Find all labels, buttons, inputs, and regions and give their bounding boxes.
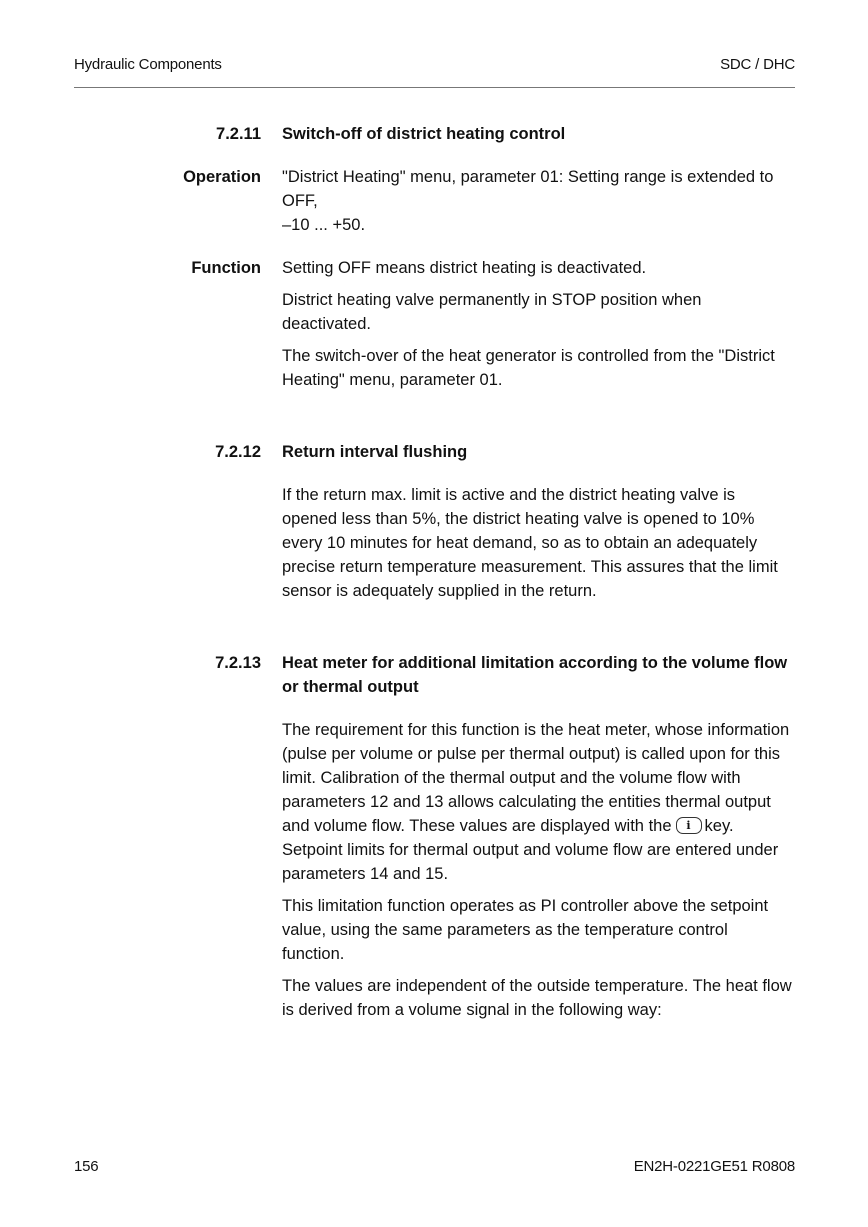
paragraph-with-key	[282, 718, 792, 886]
section-heading-7-2-11	[0, 122, 868, 146]
info-key-icon: i	[676, 817, 702, 834]
function-label: Function	[191, 259, 261, 277]
operation-text	[282, 165, 792, 237]
section-heading-7-2-13	[0, 651, 868, 699]
paragraph: Setting OFF means district heating is deactivated.	[282, 259, 647, 277]
paragraph-text: The requirement for this function is the heat meter, whose information (pulse per volume or pulse per thermal output) is called upon for this limit. Calibration of the thermal output and the volume flow with parameters 12 and 13 allows calculating the entities thermal output and volume flow. These values are displayed with the	[282, 721, 790, 835]
operation-label: Operation	[183, 168, 261, 186]
header-product-name: SDC / DHC	[720, 56, 795, 73]
document-code: EN2H-0221GE51 R0808	[633, 1158, 795, 1175]
paragraph: The values are independent of the outside temperature. The heat flow is derived from a volume signal in the following way:	[282, 977, 792, 1019]
section-heading-7-2-12	[0, 440, 868, 464]
paragraph: If the return max. limit is active and the district heating valve is opened less than 5%, the district heating valve is opened to 10% every 10 minutes for heat demand, so as to obtain an adequately precise return temperature measurement. This assures that the limit sensor is adequately supplied in the return.	[282, 486, 778, 600]
page-number: 156	[74, 1158, 99, 1175]
section-title: Return interval flushing	[282, 443, 468, 461]
operation-range: –10 ... +50.	[282, 216, 366, 234]
return-flushing-block	[0, 483, 868, 603]
header-section-title: Hydraulic Components	[74, 56, 222, 73]
function-block	[0, 256, 868, 392]
section-number: 7.2.13	[215, 654, 261, 672]
operation-line: "District Heating" menu, parameter 01: Setting range is extended to OFF,	[282, 168, 774, 210]
heat-meter-block	[0, 718, 868, 1022]
page-content	[0, 122, 868, 1022]
section-title: Heat meter for additional limitation according to the volume flow or thermal output	[282, 654, 788, 696]
section-number: 7.2.12	[215, 443, 261, 461]
section-title: Switch-off of district heating control	[282, 125, 566, 143]
function-text	[282, 256, 792, 392]
paragraph: District heating valve permanently in STOP position when deactivated.	[282, 291, 702, 333]
page-header	[74, 56, 795, 88]
page-footer	[74, 1158, 795, 1175]
section-number: 7.2.11	[216, 125, 261, 143]
paragraph: The switch-over of the heat generator is controlled from the "District Heating" menu, parameter 01.	[282, 347, 775, 389]
paragraph-text: key. Setpoint limits for thermal output and volume flow are entered under parameters 14 and 15.	[282, 817, 779, 883]
operation-block	[0, 165, 868, 237]
paragraph: This limitation function operates as PI controller above the setpoint value, using the same parameters as the temperature control function.	[282, 897, 769, 963]
